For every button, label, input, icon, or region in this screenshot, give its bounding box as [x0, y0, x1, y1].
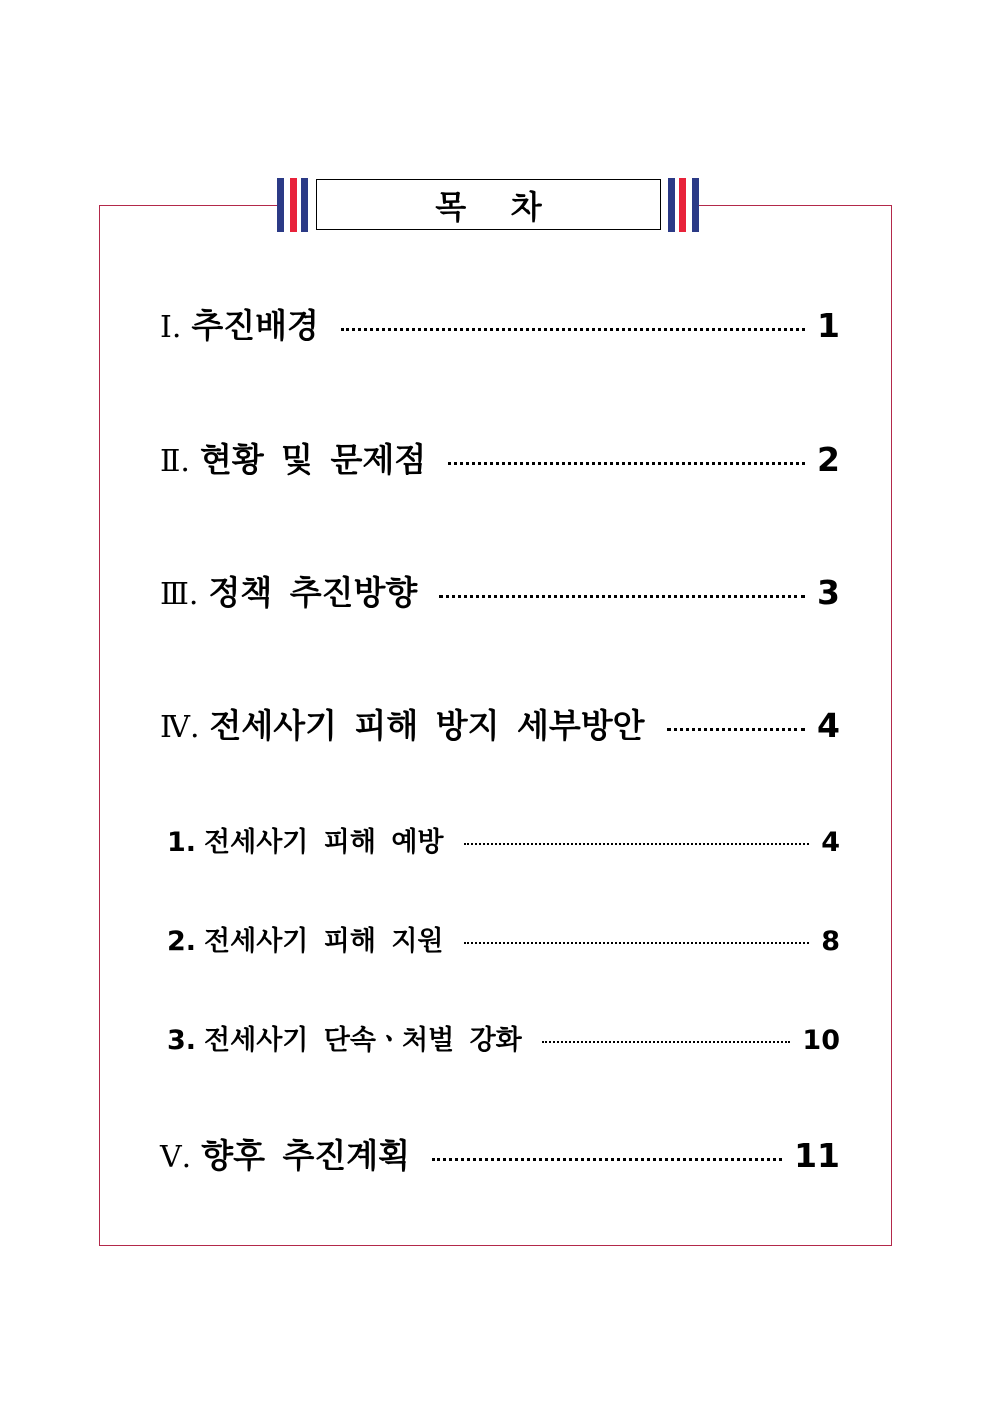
stripe-red-left	[290, 178, 297, 232]
toc-subentry-1[interactable]	[167, 820, 840, 859]
section-title: 향후 추진계획	[201, 1136, 410, 1175]
toc-entry-5[interactable]	[160, 1130, 840, 1177]
page-number: 1	[817, 306, 840, 345]
subsection-number: 1.	[167, 827, 197, 858]
page-number: 10	[802, 1025, 840, 1056]
section-number: Ⅲ.	[160, 577, 199, 612]
toc-entry-2[interactable]	[160, 434, 840, 481]
section-title: 전세사기 피해 방지 세부방안	[209, 706, 645, 745]
title-box	[316, 179, 661, 230]
section-title: 현황 및 문제점	[199, 440, 427, 479]
subsection-title: 전세사기 피해 지원	[204, 926, 444, 957]
stripe-blue-left-2	[301, 178, 308, 232]
page-number: 11	[794, 1136, 840, 1175]
section-number: Ⅱ.	[160, 444, 190, 479]
leader-dots	[432, 1158, 782, 1161]
subsection-number: 2.	[167, 926, 197, 957]
stripe-blue-right-1	[668, 178, 675, 232]
section-number: Ⅴ.	[160, 1140, 192, 1175]
subsection-number: 3.	[167, 1025, 197, 1056]
toc-entry-1[interactable]	[160, 300, 840, 347]
leader-dots	[341, 328, 805, 331]
stripe-red-right	[679, 178, 686, 232]
leader-dots	[667, 728, 806, 731]
toc-entry-4[interactable]	[160, 700, 840, 747]
toc-subentry-2[interactable]	[167, 919, 840, 958]
page-number: 4	[821, 827, 840, 858]
leader-dots	[439, 595, 805, 598]
section-title: 추진배경	[191, 306, 319, 345]
section-number: Ⅰ.	[160, 310, 182, 345]
section-title: 정책 추진방향	[208, 573, 418, 612]
subsection-title: 전세사기 피해 예방	[204, 827, 444, 858]
leader-dots	[448, 462, 805, 465]
page-number: 4	[817, 706, 840, 745]
page-number: 2	[817, 440, 840, 479]
toc-entry-3[interactable]	[160, 567, 840, 614]
page-number: 3	[817, 573, 840, 612]
page-number: 8	[821, 926, 840, 957]
leader-dots	[464, 843, 810, 845]
section-number: Ⅳ.	[160, 710, 200, 745]
subsection-title: 전세사기 단속ㆍ처벌 강화	[204, 1025, 522, 1056]
leader-dots	[464, 942, 810, 944]
toc-title-header	[277, 178, 699, 232]
leader-dots	[542, 1041, 791, 1043]
stripe-blue-left-1	[277, 178, 284, 232]
stripe-blue-right-2	[692, 178, 699, 232]
toc-subentry-3[interactable]	[167, 1018, 840, 1057]
page-title: 목 차	[435, 187, 542, 226]
